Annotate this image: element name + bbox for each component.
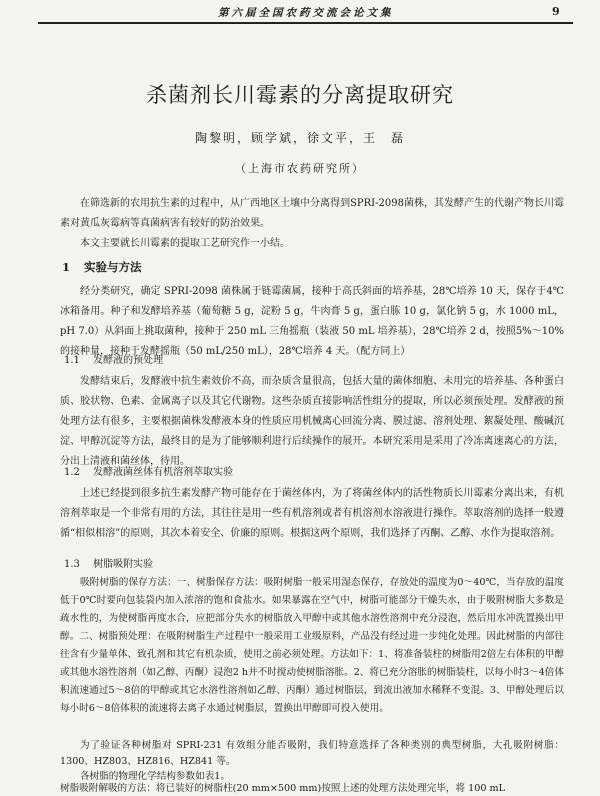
subsection-1-2-number: 1.2 (64, 467, 80, 478)
authors: 陶黎明，顾学斌，徐文平，王 磊 (194, 131, 405, 145)
adsorption-method-paragraph: 树脂吸附解吸的方法：将已装好的树脂柱(20 mm×500 mm)按照上述的处理方法处理完毕，将 100 mL (60, 783, 506, 794)
intro-paragraph-1: 在筛选新的农用抗生素的过程中，从广西地区土壤中分离得到SPRI-2098菌株，其发酵产生的代谢产物长川霉素对黄瓜灰霉病等真菌病害有较好的防治效果。 (60, 198, 564, 229)
subsection-1-3-number: 1.3 (64, 559, 80, 570)
section-1-paragraph: 经分类研究，确定 SPRI-2098 菌株属于链霉菌属，接种于高氏斜面的培养基，28℃培养 10 天，保存于4℃冰箱备用。种子和发酵培养基（葡萄糖 5 g，淀粉 5 g，牛肉膏 5 g，蛋白胨 10 g，氯化钠 5 g，水 1000 mL，pH 7.0）从斜面上挑取菌种，接种于 250 mL 三角摇瓶（装液 50 mL 培养基），28℃培养 2 d，按照5%～10%的接种量，接种于发酵摇瓶（50 mL/250 mL），28℃培养 4 天。（配方同上） (60, 286, 564, 357)
page-number: 9 (552, 5, 560, 18)
header-rule (38, 22, 573, 24)
section-1-title: 实验与方法 (84, 260, 142, 274)
table-reference-paragraph: 各树脂的物理化学结构参数如表1。 (80, 771, 231, 782)
subsection-1-1-title: 发酵液的预处理 (93, 355, 164, 366)
subsection-1-3-paragraph: 吸附树脂的保存方法：一、树脂保存方法：吸附树脂一般采用湿态保存，存放处的温度为0～40℃，当存放的温度低于0℃时要向包装袋内加入浓溶的饱和食盐水。如果暴露在空气中，树脂可能部分干燥失水，由于吸附树脂大多数是疏水性的，为使树脂再度水合，应把部分失水的树脂放入甲醇中或其他水溶性溶剂中充分浸泡，然后用水冲洗置换出甲醇。二、树脂预处理：在吸附树脂生产过程中一般采用工业级原料，产品没有经过进一步纯化处理。因此树脂的内部往往含有少量单体、致孔剂和其它有机杂质，使用之前必须处理。方法如下：1、将准备装柱的树脂用2倍左右体积的甲醇或其他水溶性溶剂（如乙醇、丙酮）浸泡2 h并不时搅动使树脂溶胀。2、将已充分溶胀的树脂装柱，以每小时3～4倍体积流速通过5～8倍的甲醇或其它水溶性溶剂如乙醇、丙酮）通过树脂层，到流出液加水稀释不变混。3、甲醇处理后以每小时6～8倍体积的流速将去离子水通过树脂层，置换出甲醇即可投入使用。 (60, 577, 564, 714)
institution: （上海市农药研究所） (235, 162, 365, 175)
subsection-1-2-heading (64, 463, 233, 478)
intro-paragraph-2: 本文主要就长川霉素的提取工艺研究作一小结。 (80, 238, 290, 249)
section-1-number: 1 (62, 260, 71, 274)
subsection-1-1-number: 1.1 (64, 355, 80, 366)
subsection-1-2-paragraph: 上述已经提到很多抗生素发酵产物可能存在于菌丝体内，为了将菌丝体内的活性物质长川霉素分离出来，有机溶剂萃取是一个非常有用的方法，其往往是用一些有机溶剂或者有机溶剂水溶液进行操作。萃取溶剂的选择一般遵循“相似相溶”的原则，其次本着安全、价廉的原则。根据这两个原则，我们选择了丙酮、乙醇、水作为提取溶剂。 (60, 488, 564, 539)
subsection-1-1-heading (64, 351, 163, 366)
subsection-1-2-title: 发酵液菌丝体有机溶剂萃取实验 (93, 467, 234, 478)
subsection-1-3-title: 树脂吸附实验 (93, 559, 154, 570)
subsection-1-3-heading (64, 555, 153, 570)
subsection-1-1-paragraph: 发酵结束后，发酵液中抗生素效价不高，而杂质含量很高，包括大量的菌体细胞、未用完的培养基、各种蛋白质、胶状物、色素、金属离子以及其它代谢物。这些杂质直接影响活性组分的提取，所以必须预处理。发酵液的预处理方法有很多，主要根据菌株发酵液本身的性质应用机械离心回流分离、膜过滤、溶剂处理、絮凝处理、酸碱沉淀、甲醇沉淀等方法，最终目的是为了能够顺利进行后续操作的展开。本研究采用是采用了冷冻离速离心的方法，分出上清液和菌丝体，待用。 (60, 376, 564, 467)
paper-title: 杀菌剂长川霉素的分离提取研究 (146, 83, 454, 107)
running-header: 第六届全国农药交流会论文集 (218, 7, 394, 19)
resin-selection-paragraph: 为了验证各种树脂对 SPRI-231 有效组分能否吸附，我们特意选择了各种类别的典型树脂，大孔吸附树脂：1300、HZ803、HZ816、HZ841 等。 (60, 740, 564, 767)
section-1-heading (62, 259, 142, 275)
